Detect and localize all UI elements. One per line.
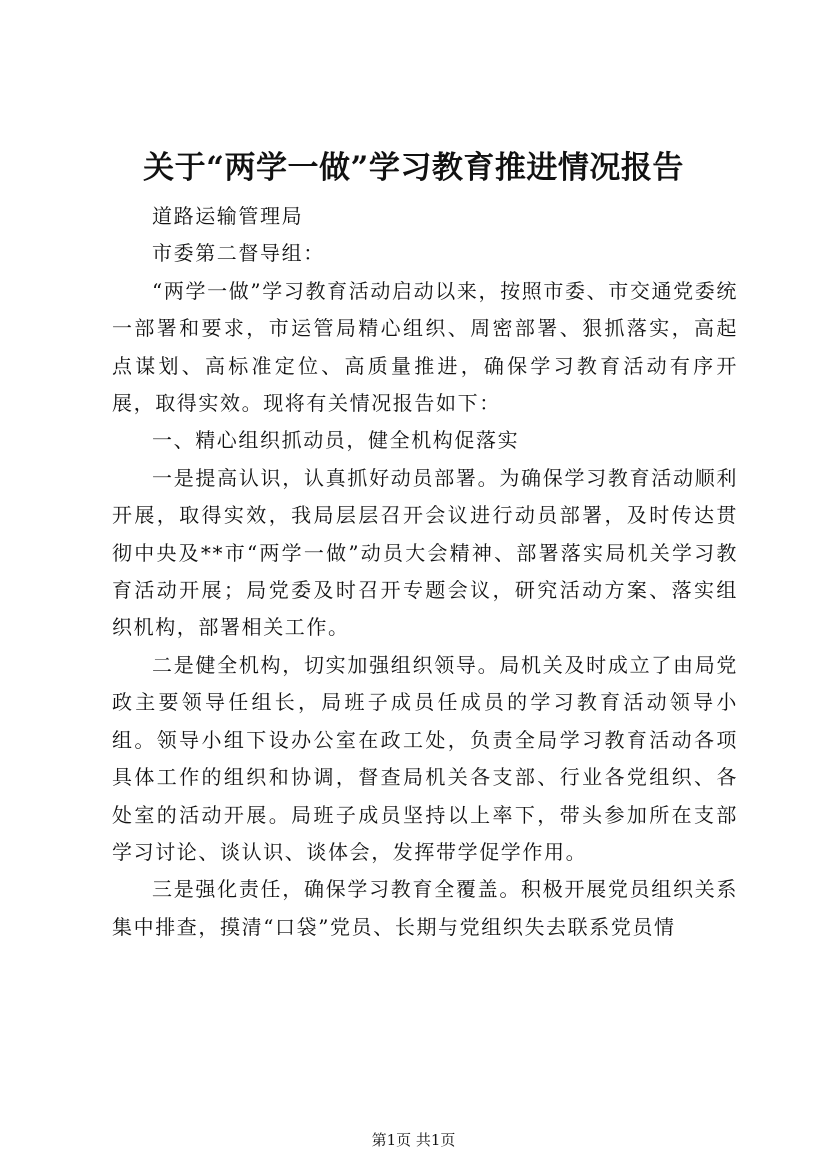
salutation: 市委第二督导组：: [152, 241, 325, 266]
section-heading: 一、精心组织抓动员，健全机构促落实: [152, 428, 520, 453]
body-paragraph: 三是强化责任，确保学习教育全覆盖。积极开展党员组织关系集中排查，摸清“口袋”党员、长期与党组织失去联系党员情: [112, 877, 738, 939]
page-footer: 第1页 共1页: [371, 1131, 456, 1149]
body-paragraph: 二是健全机构，切实加强组织领导。局机关及时成立了由局党政主要领导任组长，局班子成员任成员的学习教育活动领导小组。领导小组下设办公室在政工处，负责全局学习教育活动各项具体工作的组织和协调，督查局机关各支部、行业各党组织、各处室的活动开展。局班子成员坚持以上率下，带头参加所在支部学习讨论、谈认识、谈体会，发挥带学促学作用。: [112, 652, 738, 864]
body-paragraph: “两学一做”学习教育活动启动以来，按照市委、市交通党委统一部署和要求，市运管局精心组织、周密部署、狠抓落实，高起点谋划、高标准定位、高质量推进，确保学习教育活动有序开展，取得实效。现将有关情况报告如下：: [112, 278, 738, 416]
document-body: [112, 198, 738, 946]
author-line: 道路运输管理局: [152, 204, 304, 228]
document-title: 关于“两学一做”学习教育推进情况报告: [143, 150, 684, 186]
body-paragraph: 一是提高认识，认真抓好动员部署。为确保学习教育活动顺利开展，取得实效，我局层层召开会议进行动员部署，及时传达贯彻中央及**市“两学一做”动员大会精神、部署落实局机关学习教育活动开展；局党委及时召开专题会议，研究活动方案、落实组织机构，部署相关工作。: [112, 465, 738, 640]
